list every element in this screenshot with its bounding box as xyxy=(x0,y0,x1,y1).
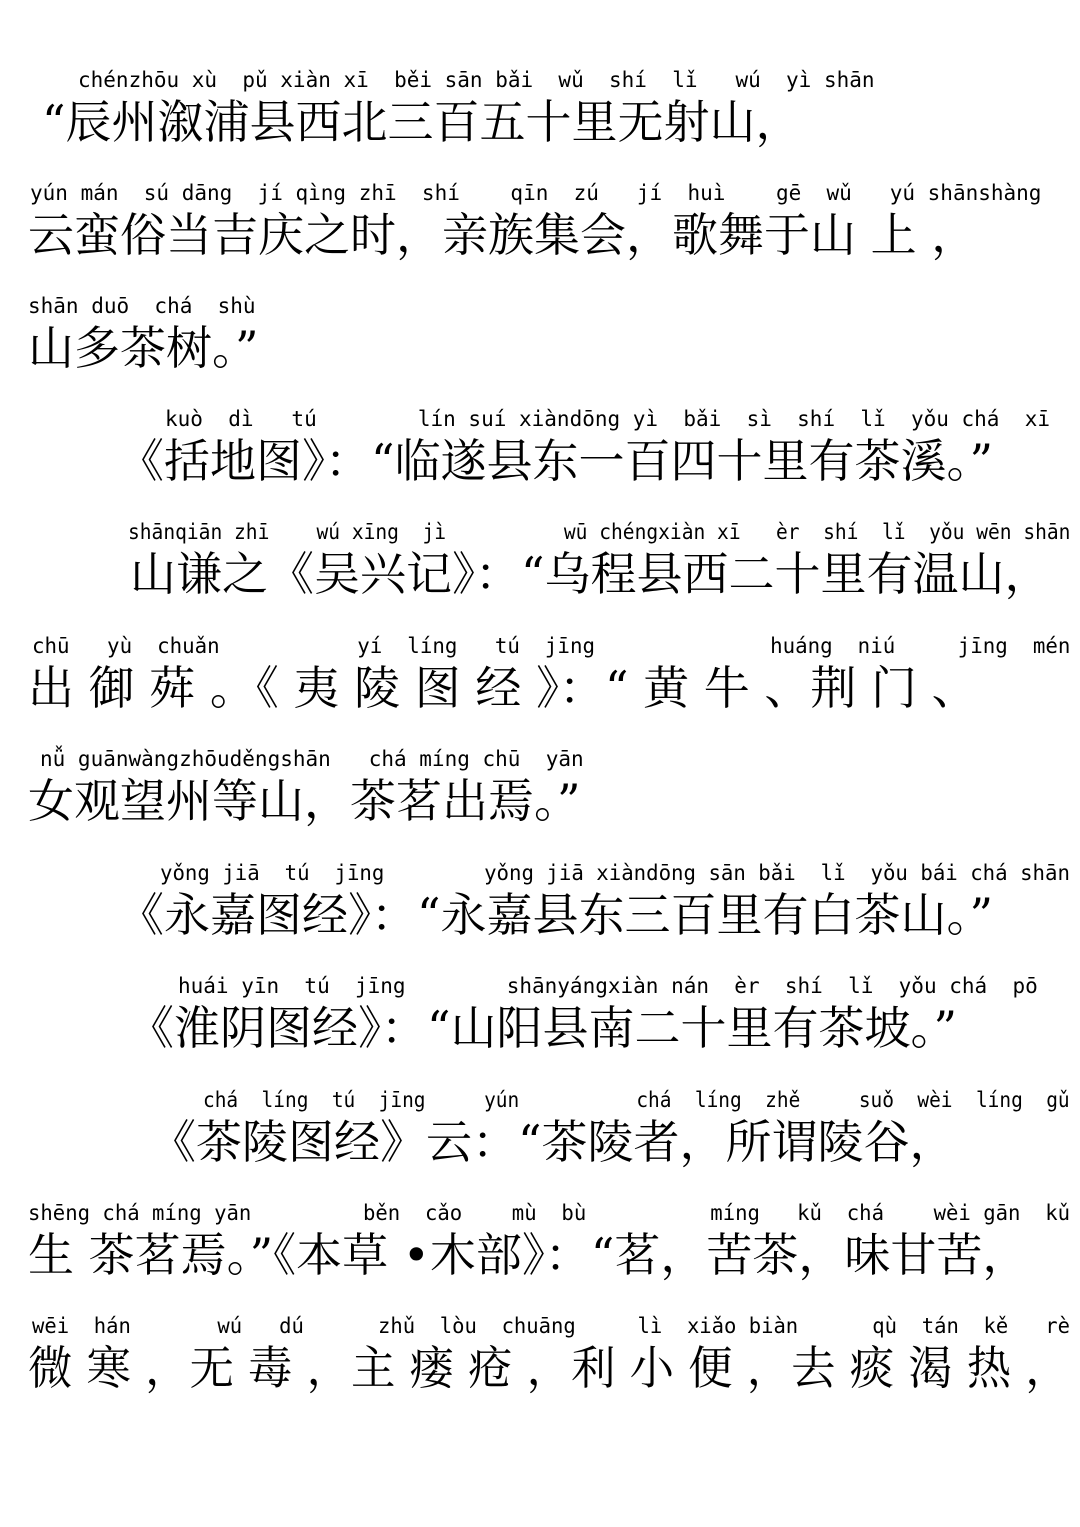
hanzi-row: 《茶陵图经》云：“茶陵者，所谓陵谷， xyxy=(150,1115,956,1169)
hanzi-row: 出 御 荈 。《 夷 陵 图 经 》：“ 黄 牛 、荆 门 、 xyxy=(28,661,978,715)
pinyin-row: shān duō chá shù xyxy=(28,294,256,318)
text-line-9 xyxy=(0,972,1080,1086)
pinyin-row: shēng chá míng yān běn cǎo mù bù míng kǔ chá wèi gān kǔ xyxy=(28,1201,1071,1225)
pinyin-row: chū yù chuǎn yí líng tú jīng huáng niú jīng mén xyxy=(32,634,1071,658)
pinyin-row: chá líng tú jīng yún chá líng zhě suǒ wèi líng gǔ xyxy=(203,1088,1070,1112)
pinyin-row: yún mán sú dāng jí qìng zhī shí qīn zú jí huì gē wǔ yú shānshàng xyxy=(30,181,1042,205)
text-line-1 xyxy=(0,66,1080,180)
hanzi-row: 女观望州等山，茶茗出焉。” xyxy=(28,774,581,828)
text-line-5 xyxy=(0,518,1080,632)
text-line-4 xyxy=(0,405,1080,519)
hanzi-row: “辰州溆浦县西北三百五十里无射山， xyxy=(42,95,802,149)
text-line-6 xyxy=(0,632,1080,746)
hanzi-row: 《括地图》：“临遂县东一百四十里有茶溪。” xyxy=(118,434,994,488)
pinyin-row: huái yīn tú jīng shānyángxiàn nán èr shí lǐ yǒu chá pō xyxy=(178,974,1038,998)
hanzi-row: 山谦之《吴兴记》：“乌程县西二十里有温山， xyxy=(130,547,1051,601)
text-line-2 xyxy=(0,179,1080,293)
text-line-12 xyxy=(0,1312,1080,1426)
pinyin-row: wēi hán wú dú zhǔ lòu chuāng lì xiǎo biàn qù tán kě rè xyxy=(32,1314,1071,1338)
pinyin-row: chénzhōu xù pǔ xiàn xī běi sān bǎi wǔ shí lǐ wú yì shān xyxy=(78,68,875,92)
pinyin-row: yǒng jiā tú jīng yǒng jiā xiàndōng sān bǎi lǐ yǒu bái chá shān xyxy=(160,861,1070,885)
text-line-3 xyxy=(0,292,1080,406)
pinyin-row: nǚ guānwàngzhōuděngshān chá míng chū yān xyxy=(40,747,584,771)
pinyin-row: kuò dì tú lín suí xiàndōng yì bǎi sì shí lǐ yǒu chá xī xyxy=(165,407,1051,431)
hanzi-row: 《淮阴图经》：“山阳县南二十里有茶坡。” xyxy=(128,1001,958,1055)
hanzi-row: 山多茶树。” xyxy=(28,321,259,375)
text-line-10 xyxy=(0,1086,1080,1200)
text-line-7 xyxy=(0,745,1080,859)
text-line-11 xyxy=(0,1199,1080,1313)
hanzi-row: 《永嘉图经》：“永嘉县东三百里有白茶山。” xyxy=(118,888,994,942)
hanzi-row: 云蛮俗当吉庆之时，亲族集会，歌舞于山 上 ， xyxy=(28,208,978,262)
pinyin-row: shānqiān zhī wú xīng jì wū chéngxiàn xī èr shí lǐ yǒu wēn shān xyxy=(128,520,1071,544)
hanzi-row: 微 寒 ，无 毒 ，主 瘘 疮 ，利 小 便 ，去 痰 渴 热 ， xyxy=(28,1341,1070,1395)
text-line-8 xyxy=(0,859,1080,973)
hanzi-row: 生 茶茗焉。”《本草 •木部》：“茗，苦茶，味甘苦， xyxy=(28,1228,1029,1282)
